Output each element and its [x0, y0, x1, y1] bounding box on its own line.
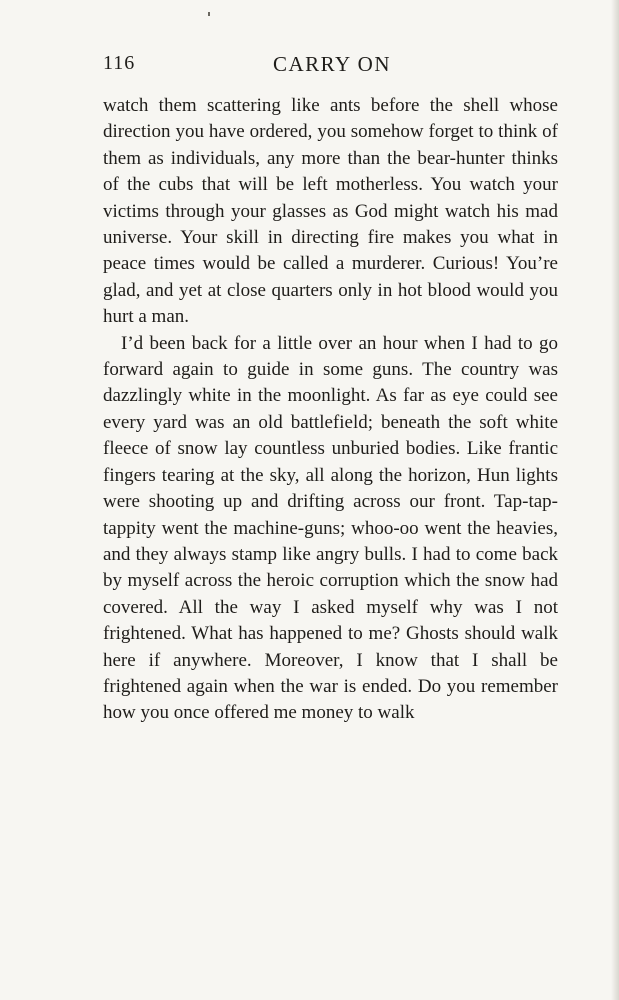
print-speck: [208, 12, 210, 16]
body-text: [103, 93, 558, 727]
running-title: CARRY ON: [273, 52, 391, 76]
page-number: 116: [103, 52, 136, 74]
paragraph-1: watch them scattering like ants before the shell whose direction you have ordered, you somehow forget to think of them as individuals, any more than the bear-hunter thinks of the cubs that will be left motherless. You watch your victims through your glasses as God might watch his mad universe. Your skill in directing fire makes you what in peace times would be called a murderer. Curious! You’re glad, and yet at close quarters only in hot blood would you hurt a man.: [103, 95, 558, 328]
page-header: [103, 52, 558, 80]
page-edge-shadow: [611, 0, 619, 1000]
paragraph-2: I’d been back for a little over an hour when I had to go forward again to guide in some guns. The country was dazzlingly white in the moonlight. As far as eye could see every yard was an old battlefield; beneath the soft white fleece of snow lay countless unburied bodies. Like frantic fingers tearing at the sky, all along the horizon, Hun lights were shooting up and drifting across our front. Tap-tap-tappity went the machine-guns; whoo-oo went the heavies, and they always stamp like angry bulls. I had to come back by myself across the heroic corruption which the snow had covered. All the way I asked myself why was I not frightened. What has happened to me? Ghosts should walk here if anywhere. Moreover, I know that I shall be frightened again when the war is ended. Do you remember how you once offered me money to walk: [103, 332, 558, 724]
